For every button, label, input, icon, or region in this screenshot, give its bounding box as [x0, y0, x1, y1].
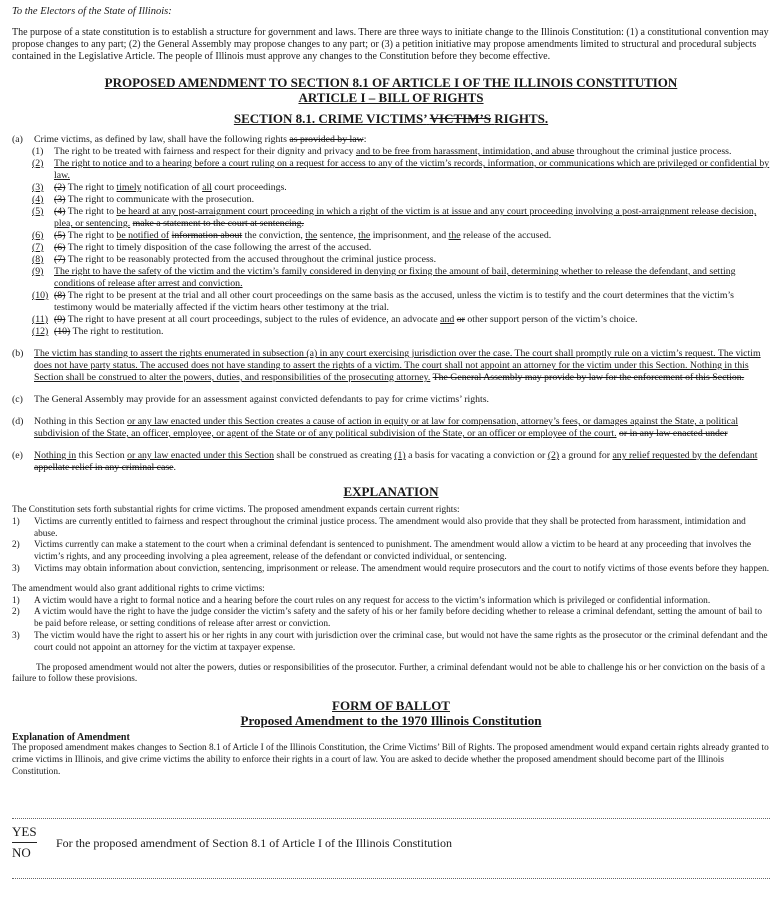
rights-item-number: (3)	[32, 182, 44, 193]
rights-item-number: (12)	[32, 326, 49, 337]
ballot-choice	[12, 818, 770, 860]
explanation-item-number: 2)	[12, 607, 20, 618]
explanation-item-number: 3)	[12, 563, 20, 574]
clause-text: Nothing in this Section or any law enacted under this Section creates a cause of action in equity or at law for compensation, attorney’s fees, or damages against the State, a political subdivision of the State, an officer, employee, or agent of the State or of any political subdivision of the State, or an officer or employee of the court. or in any law enacted under	[34, 416, 739, 439]
rights-item-number: (1)	[32, 146, 44, 157]
rights-item-text: (2) The right to timely notification of all court proceedings.	[54, 182, 287, 193]
rights-item-number: (4)	[32, 194, 44, 205]
rights-item	[12, 314, 770, 326]
explanation-item	[12, 596, 770, 608]
explanation-of-amendment-heading: Explanation of Amendment	[12, 732, 130, 744]
clause-text: Nothing in this Section or any law enacted under this Section shall be construed as creating (1) a basis for vacating a conviction or (2) a ground for any relief requested by the defendant appellate relief in any criminal case.	[34, 450, 758, 473]
ballot-subtitle: Proposed Amendment to the 1970 Illinois Constitution	[240, 713, 542, 729]
yes-no-box[interactable]	[12, 824, 37, 861]
explanation-item-text: The victim would have the right to assert his or her rights in any court with jurisdiction over the criminal case, but would not have the same rights as the prosecutor or the criminal defendant and the court could not appoint an attorney for the victim at taxpayer expense.	[34, 630, 768, 653]
rights-item-number: (5)	[32, 206, 44, 217]
rights-item-text: (6) The right to timely disposition of the case following the arrest of the accused.	[54, 242, 372, 253]
salutation: To the Electors of the State of Illinois:	[12, 6, 172, 17]
rights-item-text: (7) The right to be reasonably protected from the accused throughout the criminal justice process.	[54, 254, 437, 265]
section-title-part: SECTION 8.1. CRIME VICTIMS’	[233, 111, 427, 126]
clause-label: (d)	[12, 416, 24, 427]
explanation-intro-2: The amendment would also grant additional rights to crime victims:	[12, 583, 265, 594]
clause-struck: as provided by law	[289, 134, 364, 145]
rights-item	[12, 182, 770, 194]
explanation-of-amendment-text: The proposed amendment makes changes to Section 8.1 of Article I of the Illinois Constitution, the Crime Victims’ Bill of Rights. The proposed amendment would expand certain rights already granted to crime victims in Illinois, and give crime victims the ability to enforce their rights in a court of law. You are asked to decide whether the proposed amendment should become part of the Illinois Constitution.	[12, 743, 769, 777]
clause-label: (e)	[12, 450, 23, 461]
explanation-item-text: Victims are currently entitled to fairness and respect throughout the criminal justice process. The amendment would also provide that they shall be protected from harassment, intimidation and abuse.	[34, 516, 746, 539]
explanation-item	[12, 540, 770, 564]
intro-paragraph: The purpose of a state constitution is to establish a structure for government and laws. There are three ways to initiate change to the Illinois Constitution: (1) a constitutional convention may propose changes to any part; (2) the General Assembly may propose changes to any part; or (3) a petition initiative may propose amendments limited to structural and procedural subjects contained in the Legislative Article. The people of Illinois must approve any changes to the Constitution before they become effective.	[12, 27, 769, 62]
section-title-struck: VICTIM’S	[429, 111, 492, 126]
rights-item-text: (9) The right to have present at all court proceedings, subject to the rules of evidence, an advocate and or other support person of the victim’s choice.	[54, 314, 638, 325]
explanation-list-2	[12, 596, 770, 655]
rights-item	[12, 254, 770, 266]
yes-option[interactable]: YES	[12, 824, 37, 843]
explanation-item	[12, 631, 770, 655]
clause-d	[12, 416, 770, 440]
explanation-list	[12, 517, 770, 576]
rights-item-text: The right to notice and to a hearing before a court ruling on a request for access to any of the victim’s records, information, or communications which are privileged or confidential by law.	[54, 158, 770, 181]
rights-item-number: (9)	[32, 266, 44, 277]
article-title: ARTICLE I – BILL OF RIGHTS	[298, 90, 484, 105]
rights-item-number: (8)	[32, 254, 44, 265]
explanation	[12, 505, 770, 686]
clause-a: (a) Crime victims, as defined by law, shall have the following rights as provided by law:	[12, 134, 367, 145]
clause-b	[12, 348, 770, 384]
divider-bottom	[12, 878, 770, 879]
rights-item-number: (6)	[32, 230, 44, 241]
section-title-end: RIGHTS.	[494, 111, 549, 126]
clause-text: Crime victims, as defined by law, shall have the following rights	[34, 134, 287, 145]
clause-label: (c)	[12, 394, 23, 405]
rights-item-text: (3) The right to communicate with the prosecution.	[54, 194, 255, 205]
rights-item-text: The right to be treated with fairness and respect for their dignity and privacy and to be free from harassment, intimidation, and abuse throughout the criminal justice process.	[54, 146, 732, 157]
rights-item-text: (8) The right to be present at the trial and all other court proceedings on the same basis as the accused, unless the victim is to testify and the court determines that the victim’s testimony would be materially affected if the victim hears other testimony at the trial.	[54, 290, 734, 313]
rights-item	[12, 242, 770, 254]
explanation-intro: The Constitution sets forth substantial rights for crime victims. The proposed amendment expands certain current rights:	[12, 505, 460, 515]
rights-list	[12, 146, 770, 338]
rights-item-text: The right to have the safety of the victim and the victim’s family considered in denying or fixing the amount of bail, determining whether to release the defendant, and setting conditions of release after arrest and conviction.	[54, 266, 736, 289]
explanation-title: EXPLANATION	[343, 484, 439, 499]
rights-item	[12, 146, 770, 158]
rights-item	[12, 266, 770, 290]
rights-item-text: (5) The right to be notified of information about the conviction, the sentence, the imprisonment, and the release of the accused.	[54, 230, 552, 241]
explanation-item-text: Victims may obtain information about conviction, sentencing, imprisonment or release. The amendment would require prosecutors and the court to notify victims of those events before they happen.	[34, 563, 770, 574]
clause-label: (b)	[12, 348, 24, 359]
clause-e	[12, 450, 770, 474]
rights-item	[12, 230, 770, 242]
clause-c	[12, 394, 770, 406]
amendment-title: PROPOSED AMENDMENT TO SECTION 8.1 OF ARTICLE I OF THE ILLINOIS CONSTITUTION	[104, 75, 678, 90]
clause-text: The victim has standing to assert the rights enumerated in subsection (a) in any court exercising jurisdiction over the case. The court shall promptly rule on a victim’s request. The victim does not have party status. The accused does not have standing to assert the rights of a victim. The court shall not appoint an attorney for the victim under this Section. Nothing in this Section shall be construed to alter the powers, duties, and responsibilities of the prosecuting attorney. The General Assembly may provide by law for the enforcement of this Section.	[34, 348, 761, 383]
document-page	[12, 6, 770, 779]
ballot-title: FORM OF BALLOT	[332, 698, 450, 714]
rights-item-number: (7)	[32, 242, 44, 253]
divider-top	[12, 818, 770, 819]
explanation-close: The proposed amendment would not alter the powers, duties or responsibilities of the prosecutor. Further, a criminal defendant would not be able to challenge his or her conviction on the basis of a failure to follow these provisions.	[12, 662, 765, 685]
rights-item-text: (4) The right to be heard at any post-arraignment court proceeding in which a right of the victim is at issue and any court proceeding involving a post-arraignment release decision, plea, or sentencing. make a statement to the court at sentencing.	[54, 206, 757, 229]
clause-label: (a)	[12, 134, 23, 145]
explanation-item	[12, 517, 770, 541]
rights-item	[12, 194, 770, 206]
explanation-item-text: A victim would have a right to formal notice and a hearing before the court rules on any request for access to the victim’s information which is privileged or confidential information.	[34, 595, 711, 606]
section-title	[12, 111, 770, 126]
rights-item-number: (11)	[32, 314, 48, 325]
explanation-item-number: 1)	[12, 595, 20, 606]
no-option[interactable]: NO	[12, 845, 31, 860]
rights-item	[12, 290, 770, 314]
explanation-item-number: 3)	[12, 630, 20, 641]
rights-item-number: (10)	[32, 290, 49, 301]
explanation-item-text: Victims currently can make a statement to the court when a criminal defendant is sentenced to punishment. The amendment would allow a victim to be heard at any proceeding that involves the victim’s rights, and any proceeding involving a plea agreement, release of the defendant or convicted individual, or sentencing.	[34, 540, 751, 563]
clause-text: The General Assembly may provide for an assessment against convicted defendants to pay for crime victims’ rights.	[34, 394, 489, 405]
explanation-item-number: 2)	[12, 540, 20, 551]
rights-item-text: (10) The right to restitution.	[54, 326, 164, 337]
section-text	[12, 134, 770, 474]
explanation-item-text: A victim would have the right to have the judge consider the victim’s safety and the safety of his or her family before deciding whether to release a criminal defendant, setting the amount of bail to be paid before release, or setting conditions of release after arrest or conviction.	[34, 607, 763, 630]
ballot-question: For the proposed amendment of Section 8.1 of Article I of the Illinois Constitution	[56, 836, 452, 850]
rights-item	[12, 158, 770, 182]
rights-item	[12, 206, 770, 230]
rights-item	[12, 326, 770, 338]
rights-item-number: (2)	[32, 158, 44, 169]
explanation-item	[12, 564, 770, 576]
explanation-item	[12, 607, 770, 631]
explanation-item-number: 1)	[12, 516, 20, 527]
